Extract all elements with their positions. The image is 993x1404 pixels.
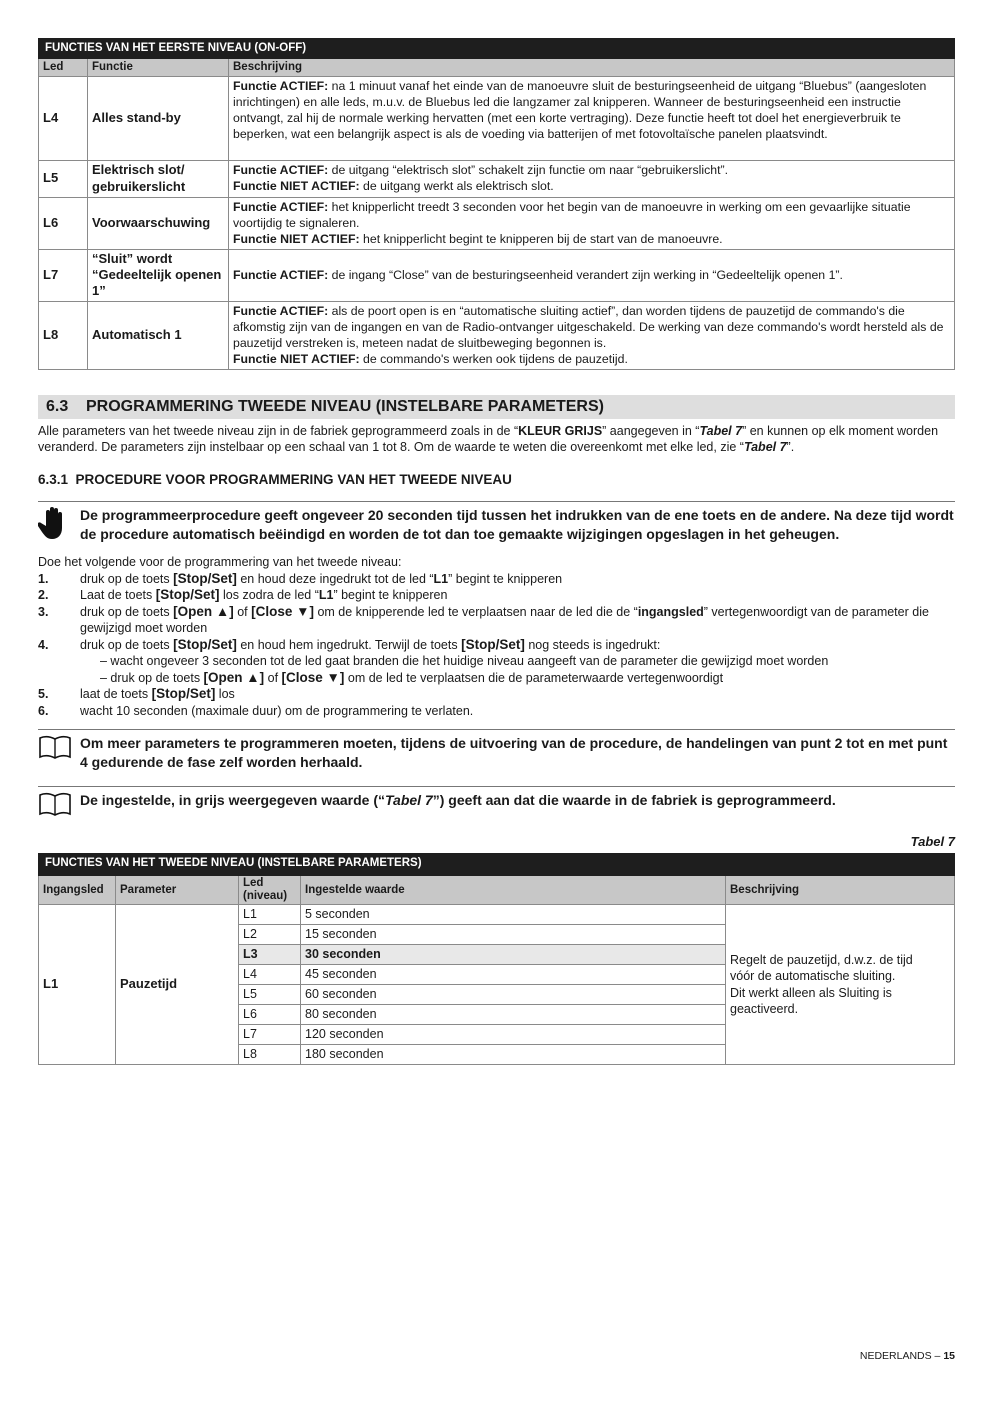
open-key: [Open ▲] <box>203 669 265 685</box>
active-label: Functie ACTIEF: <box>233 78 329 93</box>
row-description <box>229 160 955 197</box>
page-footer <box>860 1350 955 1364</box>
col-header-parameter: Parameter <box>116 876 239 905</box>
subsection-title: PROCEDURE VOOR PROGRAMMERING VAN HET TWEEDE NIVEAU <box>75 472 512 488</box>
stop-set-key: [Stop/Set] <box>173 570 237 586</box>
set-value-cell: 45 seconden <box>301 965 726 985</box>
intro-table-ref: Tabel 7 <box>743 440 787 455</box>
set-value-cell: 30 seconden <box>301 945 726 965</box>
row-function: Alles stand-by <box>88 76 229 160</box>
first-level-functions-table <box>38 38 955 370</box>
book-icon <box>38 791 80 821</box>
active-label: Functie ACTIEF: <box>233 267 329 282</box>
close-key: [Close ▼] <box>251 603 314 619</box>
footer-language: NEDERLANDS – <box>859 1350 944 1362</box>
active-label: Functie ACTIEF: <box>233 303 329 318</box>
led-level-cell: L1 <box>239 905 301 925</box>
open-key: [Open ▲] <box>173 603 234 619</box>
subsection-heading <box>38 471 955 489</box>
intro-text: ”. <box>786 440 795 455</box>
step-text: druk op de toets [Stop/Set] en houd deze ingedrukt tot de led “L1” begint te knipperen <box>80 570 563 586</box>
table-row <box>39 197 955 249</box>
step-text: druk op de toets [Stop/Set] en houd hem ingedrukt. Terwijl de toets [Stop/Set] nog steeds is ingedrukt: <box>80 636 661 652</box>
row-led: L5 <box>39 160 88 197</box>
stop-set-key: [Stop/Set] <box>461 636 525 652</box>
col-header-led: Led <box>39 58 88 76</box>
book-icon <box>38 734 80 764</box>
steps-intro: Doe het volgende voor de programmering van het tweede niveau: <box>38 555 402 570</box>
active-label: Functie ACTIEF: <box>233 199 329 214</box>
intro-text: ” en kunnen op elk moment worden veranderd. De parameters zijn instelbaar op een schaal van 1 tot 8. Om de waarde te weten die overeenkomt met elke led, zie “ <box>38 424 939 455</box>
set-value-cell: 120 seconden <box>301 1025 726 1045</box>
inactive-label: Functie NIET ACTIEF: <box>233 231 360 246</box>
subsection-number: 6.3.1 <box>38 472 69 488</box>
info-note-text: De ingestelde, in grijs weergegeven waarde (“Tabel 7”) geeft aan dat die waarde in de fabriek is geprogrammeerd. <box>80 792 836 809</box>
led-level-cell: L5 <box>239 985 301 1005</box>
step-item <box>38 604 955 637</box>
step-item <box>38 703 955 720</box>
active-text: het knipperlicht treedt 3 seconden voor het begin van de manoeuvre in werking om een gevaarlijke situatie voortijdig te signaleren. <box>233 199 911 230</box>
table-title: FUNCTIES VAN HET TWEEDE NIVEAU (INSTELBARE PARAMETERS) <box>39 854 955 876</box>
step-item <box>38 571 955 588</box>
inactive-text: de commando's werken ook tijdens de pauzetijd. <box>359 351 628 366</box>
description-line: geactiveerd. <box>730 1002 799 1017</box>
step-subitem <box>38 653 955 670</box>
col-header-set-value: Ingestelde waarde <box>301 876 726 905</box>
description-cell <box>726 905 955 1065</box>
intro-text: Alle parameters van het tweede niveau zijn in de fabriek geprogrammeerd zoals in de “ <box>38 424 519 439</box>
table-label: Tabel 7 <box>910 833 955 849</box>
col-header-function: Functie <box>88 58 229 76</box>
row-led: L8 <box>39 301 88 369</box>
row-description <box>229 76 955 160</box>
set-value-cell: 15 seconden <box>301 925 726 945</box>
row-function: Elektrisch slot/ gebruikerslicht <box>88 160 229 197</box>
stop-set-key: [Stop/Set] <box>155 587 220 603</box>
row-description <box>229 249 955 301</box>
table-row <box>39 905 955 925</box>
step-text: Laat de toets [Stop/Set] los zodra de led “L1” begint te knipperen <box>80 587 448 603</box>
table-title: FUNCTIES VAN HET EERSTE NIVEAU (ON-OFF) <box>39 39 955 59</box>
row-led: L4 <box>39 76 88 160</box>
row-led: L7 <box>39 249 88 301</box>
col-header-description: Beschrijving <box>726 876 955 905</box>
close-key: [Close ▼] <box>281 669 345 685</box>
warning-note-text: De programmeerprocedure geeft ongeveer 20 seconden tijd tussen het indrukken van de ene toets en de andere. Na deze tijd wordt de procedure automatisch beëindigd en worden de tot dan toe gemaakte wijzigingen opgeslagen in het geheugen. <box>80 507 954 542</box>
col-header-led-level: Led (niveau) <box>239 876 301 905</box>
col-header-description: Beschrijving <box>229 58 955 76</box>
set-value-cell: 180 seconden <box>301 1045 726 1065</box>
intro-bold: KLEUR GRIJS <box>518 424 603 439</box>
active-text: de uitgang “elektrisch slot” schakelt zijn functie om naar “gebruikerslicht”. <box>328 162 729 177</box>
stop-set-key: [Stop/Set] <box>151 686 216 702</box>
document-page <box>38 38 955 1065</box>
active-text: na 1 minuut vanaf het einde van de manoeuvre sluit de besturingseenheid de uitgang “Bluebus” (aangesloten inrichtingen) en alle leds, m.u.v. de Bluebus led die langzamer zal knipperen. Wanneer de besturingseenheid een instructie ontvangt, zal hij de normale werking hervatten (met een korte vertraging). Deze functie heeft tot doel het energieverbruik te beperken, wat een belangrijk aspect is als de voeding via batterijen of met fotovoltaïsche panelen plaatsvindt. <box>233 78 927 141</box>
step-item <box>38 587 955 604</box>
section-heading <box>38 395 955 420</box>
table-row <box>39 76 955 160</box>
led-level-cell: L2 <box>239 925 301 945</box>
step-sub-text: – wacht ongeveer 3 seconden tot de led gaat branden die het huidige niveau aangeeft van de parameter die gewijzigd moet worden <box>100 654 829 669</box>
info-note <box>38 786 955 821</box>
procedure-steps <box>38 554 955 719</box>
row-led: L6 <box>39 197 88 249</box>
led-level-cell: L7 <box>239 1025 301 1045</box>
table-row <box>39 249 955 301</box>
step-text: laat de toets [Stop/Set] los <box>80 686 235 702</box>
info-note <box>38 729 955 772</box>
row-function: Voorwaarschuwing <box>88 197 229 249</box>
set-value-cell: 5 seconden <box>301 905 726 925</box>
led-level-cell: L3 <box>239 945 301 965</box>
row-function: “Sluit” wordt “Gedeeltelijk openen 1” <box>88 249 229 301</box>
step-text: wacht 10 seconden (maximale duur) om de programmering te verlaten. <box>80 703 474 718</box>
row-description <box>229 197 955 249</box>
step-text: druk op de toets [Open ▲] of [Close ▼] om de knipperende led te verplaatsen naar de led die de “ingangsled” vertegenwoordigt van de parameter die gewijzigd moet worden <box>80 603 929 636</box>
led-level-cell: L4 <box>239 965 301 985</box>
step-subitem <box>38 670 955 687</box>
second-level-functions-table <box>38 853 955 1065</box>
description-line: Regelt de pauzetijd, d.w.z. de tijd <box>730 952 913 967</box>
active-label: Functie ACTIEF: <box>233 162 329 177</box>
input-led-cell: L1 <box>39 905 116 1065</box>
step-item <box>38 686 955 703</box>
step-number: 5. <box>38 687 49 702</box>
row-description <box>229 301 955 369</box>
description-line: Dit werkt alleen als Sluiting is <box>730 985 892 1000</box>
set-value-cell: 60 seconden <box>301 985 726 1005</box>
step-number: 6. <box>38 703 49 718</box>
inactive-text: de uitgang werkt als elektrisch slot. <box>359 178 554 193</box>
led-level-cell: L8 <box>239 1045 301 1065</box>
step-number: 4. <box>38 637 49 652</box>
intro-text: ” aangegeven in “ <box>602 424 700 439</box>
description-line: vóór de automatische sluiting. <box>730 969 896 984</box>
hand-stop-icon <box>38 506 80 544</box>
step-number: 1. <box>38 571 49 586</box>
set-value-cell: 80 seconden <box>301 1005 726 1025</box>
inactive-text: het knipperlicht begint te knipperen bij de start van de manoeuvre. <box>359 231 723 246</box>
active-text: de ingang “Close” van de besturingseenheid verandert zijn werking in “Gedeeltelijk openen 1”. <box>328 267 843 282</box>
inactive-label: Functie NIET ACTIEF: <box>233 351 360 366</box>
table-row <box>39 301 955 369</box>
step-number: 2. <box>38 588 49 603</box>
step-sub-text: – druk op de toets [Open ▲] of [Close ▼] om de led te verplaatsen die de parameterwaarde vertegenwoordigt <box>100 669 724 685</box>
row-function: Automatisch 1 <box>88 301 229 369</box>
page-number: 15 <box>943 1350 955 1362</box>
info-note-text: Om meer parameters te programmeren moeten, tijdens de uitvoering van de procedure, de handelingen van punt 2 tot en met punt 4 gedurende de fase zelf worden herhaald. <box>80 735 948 771</box>
step-item <box>38 637 955 654</box>
section-title: PROGRAMMERING TWEEDE NIVEAU (INSTELBARE PARAMETERS) <box>86 397 604 415</box>
intro-paragraph <box>38 423 955 455</box>
led-level-cell: L6 <box>239 1005 301 1025</box>
col-header-input-led: Ingangsled <box>39 876 116 905</box>
parameter-cell: Pauzetijd <box>116 905 239 1065</box>
inactive-label: Functie NIET ACTIEF: <box>233 178 360 193</box>
intro-table-ref: Tabel 7 <box>699 424 743 439</box>
section-number: 6.3 <box>46 397 69 415</box>
table-row <box>39 160 955 197</box>
warning-note <box>38 501 955 544</box>
active-text: als de poort open is en “automatische sluiting actief”, dan worden tijdens de pauzetijd de commando's die afkomstig zijn van de ingangen en van de Radio-ontvanger uitgeschakeld. De werking van deze commando's wordt hersteld als de pauzetijd verstreken is, meteen nadat de sluitbeweging begonnen is. <box>233 303 944 350</box>
stop-set-key: [Stop/Set] <box>173 636 237 652</box>
step-number: 3. <box>38 604 49 619</box>
